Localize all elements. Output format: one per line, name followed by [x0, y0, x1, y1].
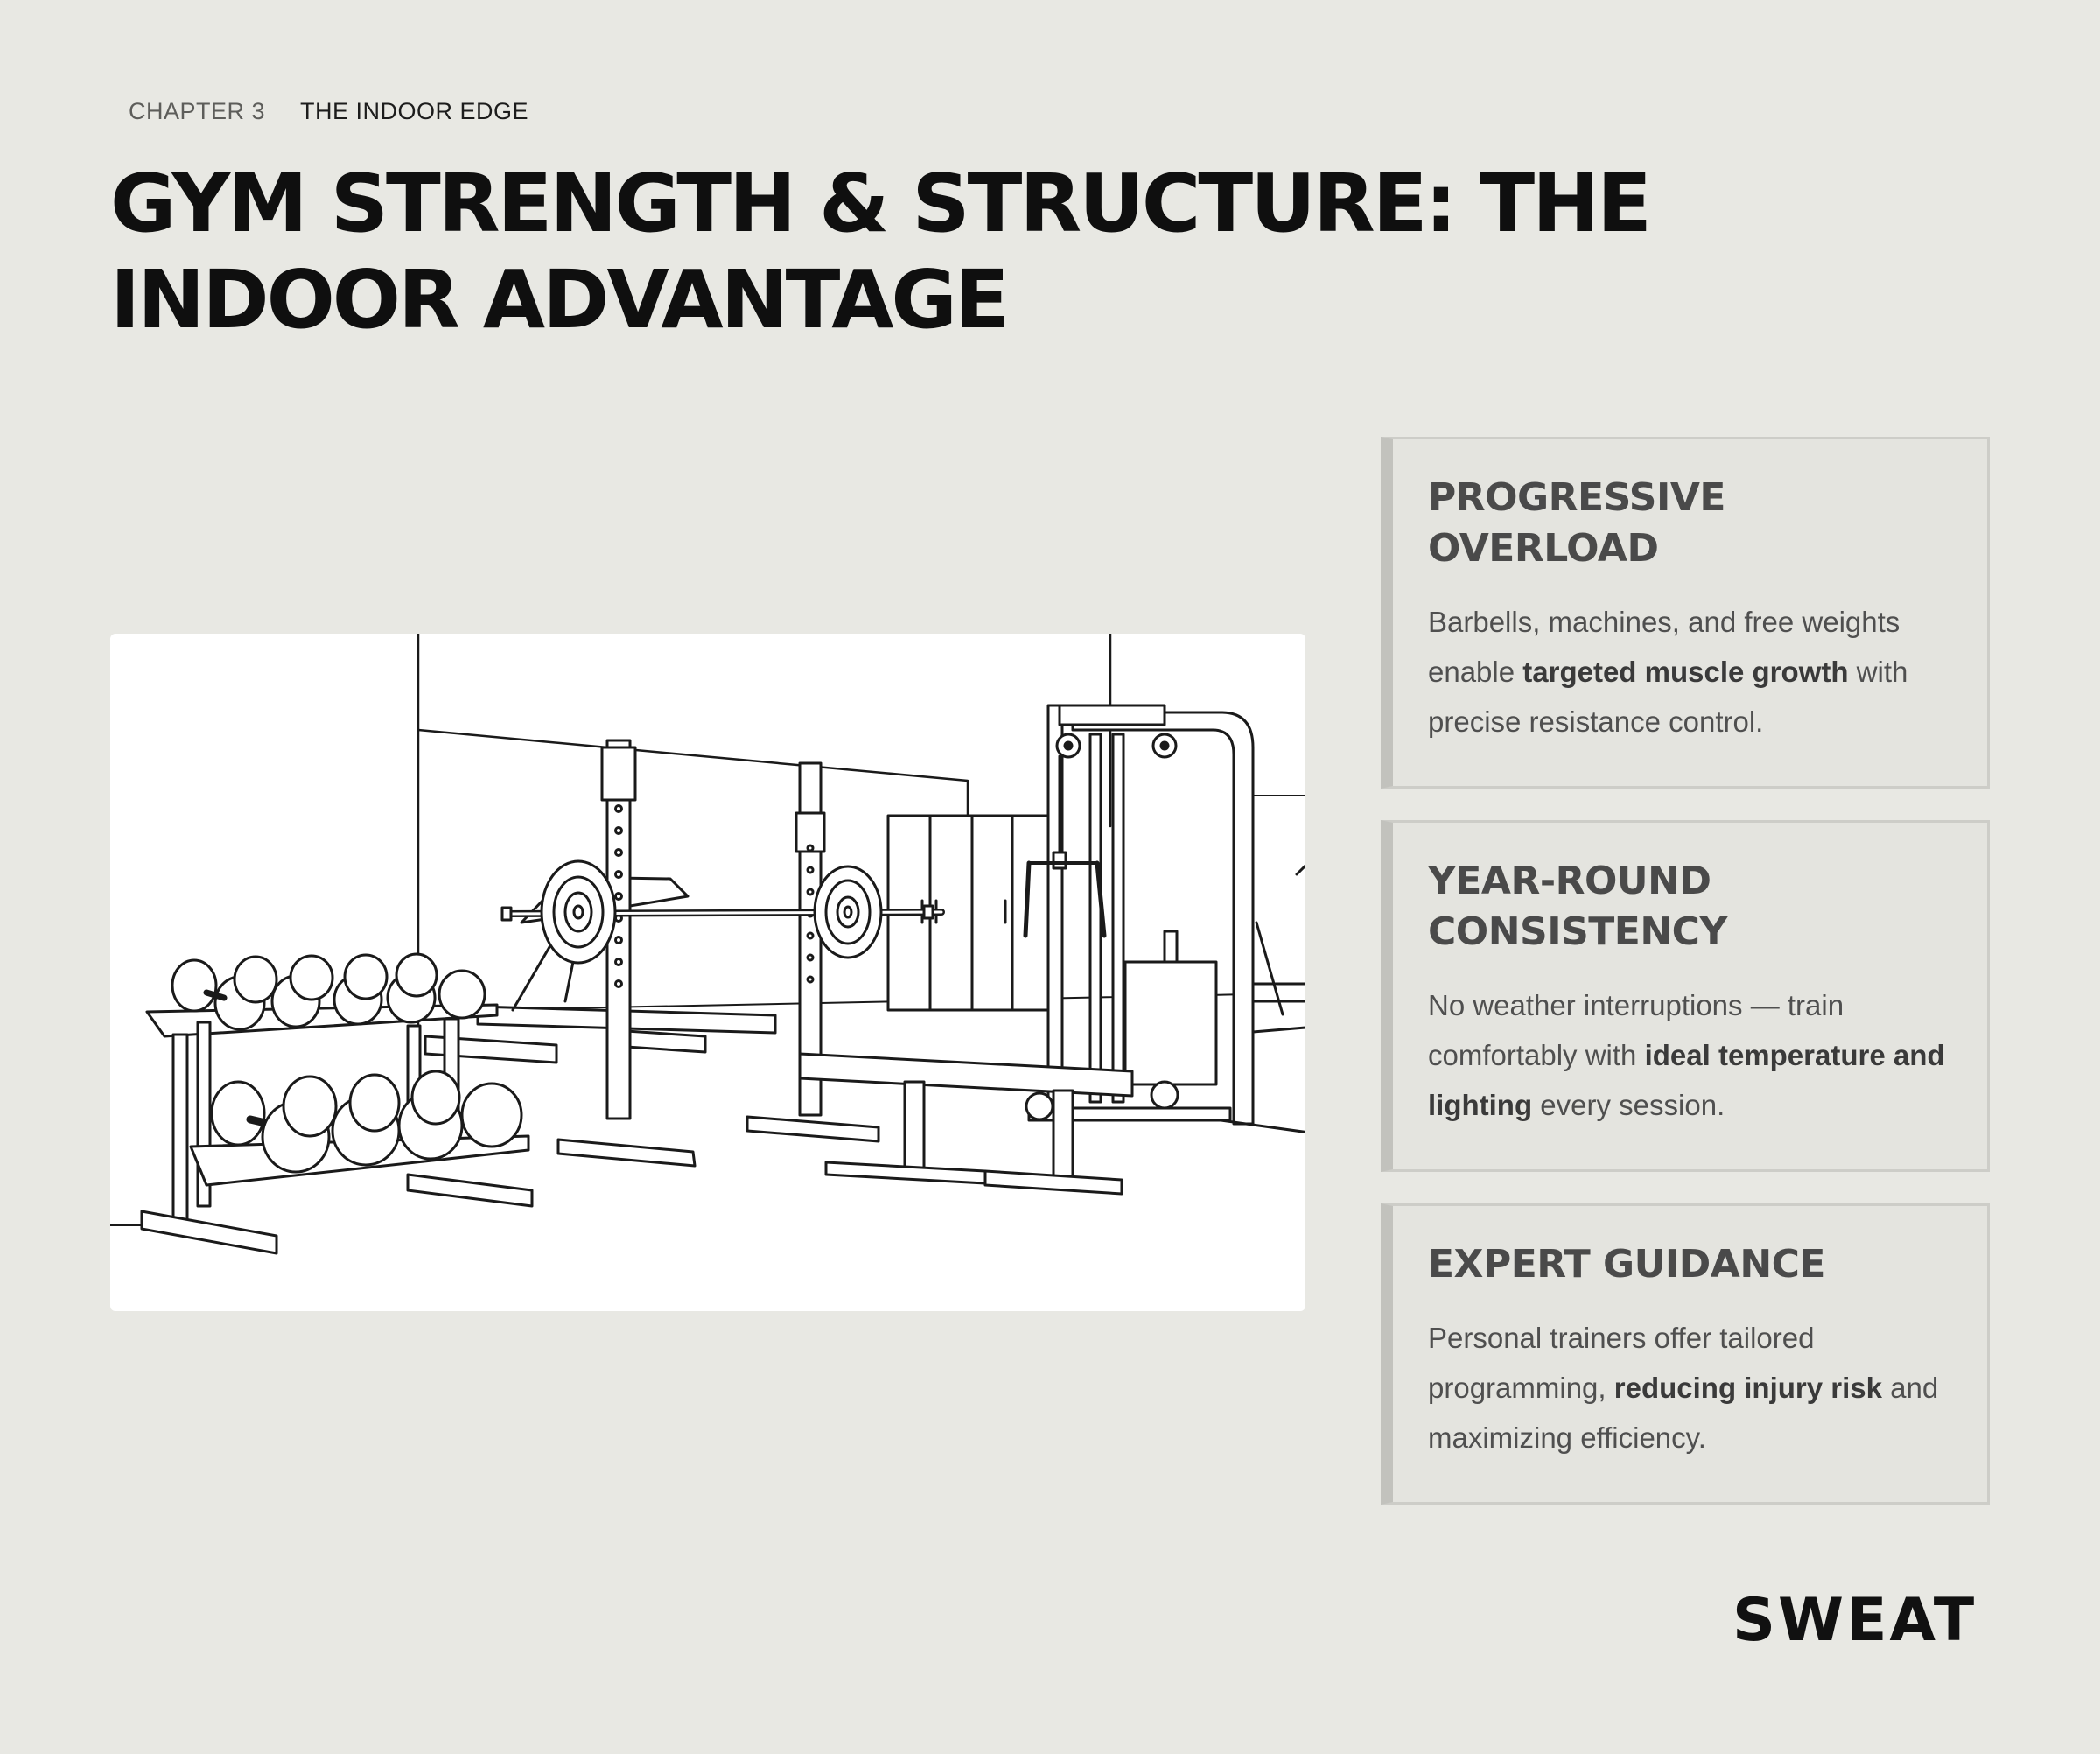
card-text: and maximizing efficiency.	[1428, 1372, 1939, 1454]
chapter-eyebrow	[129, 98, 528, 125]
feature-card-expert-guidance	[1381, 1203, 1990, 1505]
chapter-section-name: THE INDOOR EDGE	[300, 98, 529, 124]
brand-logo: SWEAT	[1732, 1586, 1978, 1655]
gym-equipment-illustration	[110, 634, 1306, 1311]
card-text-emphasis: ideal temperature and lighting	[1428, 1039, 1945, 1121]
barbell	[502, 861, 942, 963]
card-text: with precise resistance control.	[1428, 656, 1908, 738]
card-text-emphasis: reducing injury risk	[1614, 1372, 1882, 1404]
card-body	[1428, 980, 1956, 1130]
card-body	[1428, 597, 1956, 747]
card-title: PROGRESSIVE OVERLOAD	[1428, 475, 1726, 571]
card-text: Personal trainers offer tailored programming,	[1428, 1322, 1815, 1404]
card-text: every session.	[1532, 1089, 1726, 1121]
card-text-emphasis: targeted muscle growth	[1522, 656, 1849, 688]
card-text: Barbells, machines, and free weights enable	[1428, 606, 1900, 688]
chapter-number: CHAPTER 3	[129, 98, 266, 124]
squat-rack	[558, 740, 878, 1166]
card-title: YEAR-ROUND CONSISTENCY	[1428, 859, 1727, 954]
card-text: No weather interruptions — train comfortably with	[1428, 989, 1844, 1071]
feature-card-year-round-consistency	[1381, 820, 1990, 1172]
feature-card-progressive-overload	[1381, 437, 1990, 789]
card-body	[1428, 1313, 1956, 1463]
card-title: EXPERT GUIDANCE	[1428, 1242, 1825, 1287]
page-title: GYM STRENGTH & STRUCTURE: THE INDOOR ADVANTAGE	[110, 157, 1649, 347]
partial-bench	[1253, 866, 1306, 1032]
